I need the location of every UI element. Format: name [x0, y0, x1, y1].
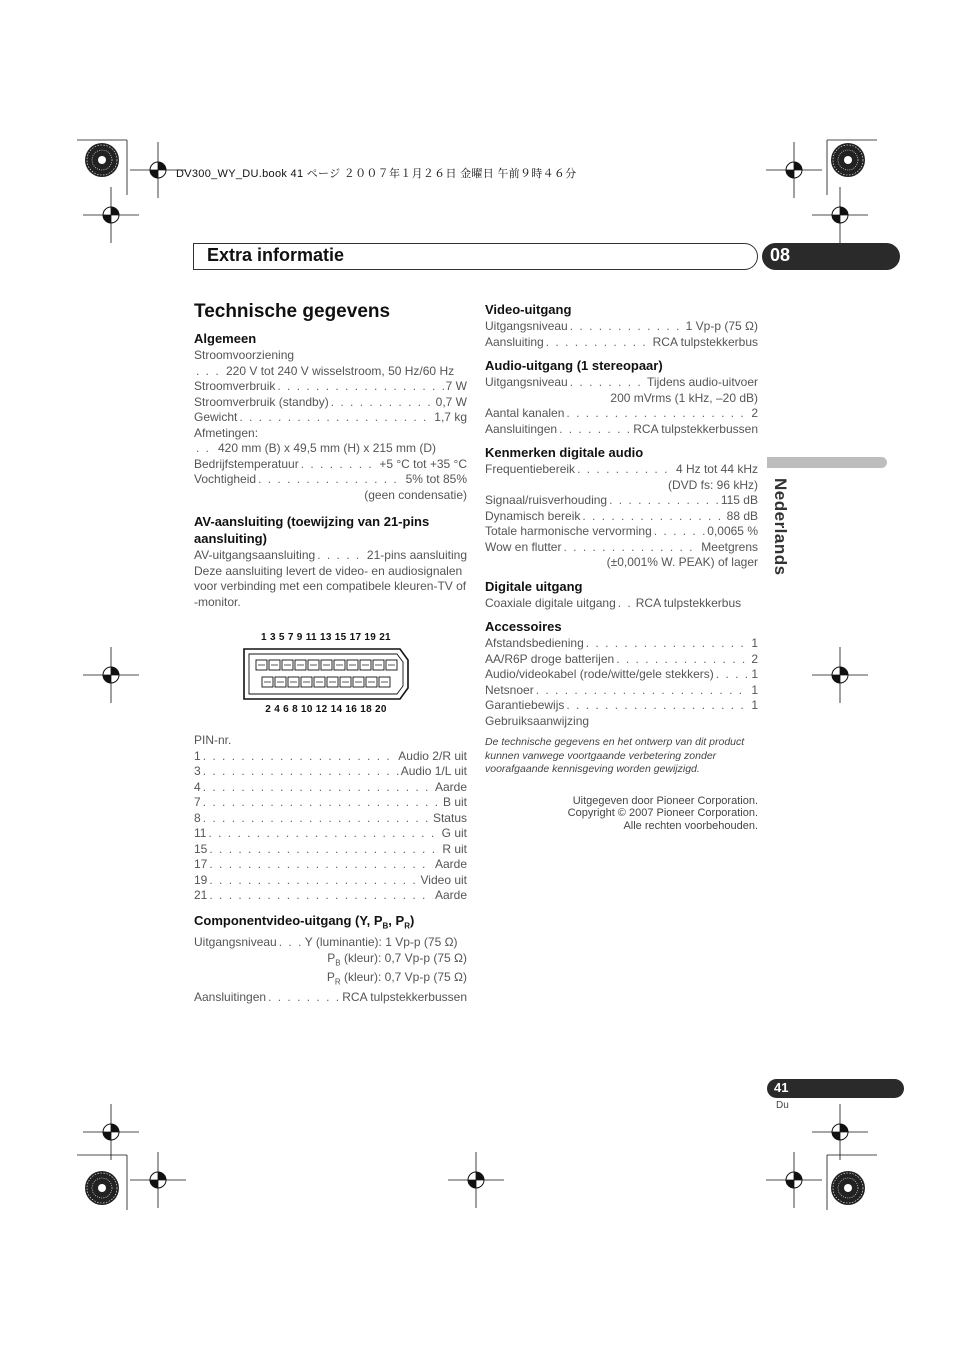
copyright	[485, 795, 758, 833]
pin-row: 7 . . . B uit	[194, 795, 467, 811]
spec-note: (DVD fs: 96 kHz)	[667, 477, 758, 492]
spec-row: Totale harmonische vervorming . . . 0,0065 %	[485, 524, 758, 540]
scart-pins-bottom: 2 4 6 8 10 12 14 16 18 20	[265, 703, 387, 715]
accessory-row: AA/R6P droge batterijen . . . 2	[485, 652, 758, 668]
section-heading: Digitale uitgang	[485, 578, 583, 594]
spec-row: Bedrijfstemperatuur . . . +5 °C tot +35 °C	[194, 457, 467, 473]
section-video	[485, 301, 758, 350]
spec-row: AV-uitgangsaansluiting . . . 21-pins aansluiting	[194, 548, 467, 564]
accessory-manual: Gebruiksaanwijzing	[485, 713, 590, 728]
pin-list	[194, 749, 467, 904]
right-column	[485, 301, 758, 832]
accessory-row: Audio/videokabel (rode/witte/gele stekkers) . . . 1	[485, 667, 758, 683]
pin-row: 17 . . . Aarde	[194, 857, 467, 873]
chapter-number: 08	[770, 245, 791, 265]
pin-row: 8 . . . Status	[194, 811, 467, 827]
accessory-row: Netsnoer . . . 1	[485, 683, 758, 699]
disclaimer-note: De technische gegevens en het ontwerp van dit product kunnen vanwege voortgaande verbetering zonder voorafgaande kennisgeving worden gewijzigd.	[485, 736, 745, 775]
pin-row: 3 . . . Audio 1/L uit	[194, 764, 467, 780]
spec-row: Aansluiting . . . RCA tulpstekkerbus	[485, 335, 758, 351]
page-number: 41	[774, 1080, 789, 1095]
spec-row: $P_B$ (kleur): 0,7 Vp-p (75 Ω)	[327, 950, 467, 967]
section-audio	[485, 357, 758, 437]
accessory-list	[485, 636, 758, 714]
pin-row: 19 . . . Video uit	[194, 873, 467, 889]
section-accessories	[485, 618, 758, 729]
header-title: Extra informatie	[207, 245, 345, 265]
section-general	[194, 330, 467, 503]
section-heading: AV-aansluiting (toewijzing van 21-pins aansluiting)	[194, 514, 430, 546]
spec-note: (±0,001% W. PEAK) of lager	[606, 555, 758, 569]
section-heading: Audio-uitgang (1 stereopaar)	[485, 358, 663, 373]
section-av	[194, 513, 467, 904]
left-column	[194, 301, 467, 1013]
copyright-line: Copyright © 2007 Pioneer Corporation.	[567, 807, 758, 819]
section-heading: Video-uitgang	[485, 302, 572, 317]
spec-row: Uitgangsniveau . . . Tijdens audio-uitvoer	[485, 375, 758, 391]
pin-row: 11 . . . G uit	[194, 826, 467, 842]
language-label: Nederlands	[771, 478, 790, 576]
spec-row: Aansluitingen . . . RCA tulpstekkerbussen	[485, 422, 758, 438]
pin-header: PIN-nr.	[194, 733, 232, 747]
language-bar	[767, 457, 887, 468]
print-info: DV300_WY_DU.book 41 ページ ２００７年１月２６日 金曜日 午前９時４６分	[176, 168, 577, 180]
section-component	[194, 912, 467, 1006]
section-heading: Componentvideo-uitgang (Y, $P_B$, $P_R$)	[194, 912, 415, 931]
section-heading: Kenmerken digitale audio	[485, 445, 644, 460]
spec-label: Afmetingen:	[194, 425, 259, 440]
spec-row: Gewicht . . . 1,7 kg	[194, 410, 467, 426]
spec-label: Stroomvoorziening	[194, 348, 295, 362]
accessory-row: Afstandsbediening . . . 1	[485, 636, 758, 652]
spec-note: (geen condensatie)	[364, 487, 467, 502]
spec-row: Dynamisch bereik . . . 88 dB	[485, 509, 758, 525]
page-language: Du	[776, 1100, 789, 1111]
spec-row: Vochtigheid . . . 5% tot 85%	[194, 472, 467, 488]
spec-row: Signaal/ruisverhouding . . . 115 dB	[485, 493, 758, 509]
spec-note: 200 mVrms (1 kHz, –20 dB)	[610, 390, 758, 405]
scart-diagram	[240, 630, 412, 717]
spec-row: $P_R$ (kleur): 0,7 Vp-p (75 Ω)	[326, 970, 467, 987]
accessory-row: Garantiebewijs . . . 1	[485, 698, 758, 714]
spec-row: Aansluitingen . . . RCA tulpstekkerbussen	[194, 990, 467, 1006]
spec-row: . . . 420 mm (B) x 49,5 mm (H) x 215 mm (D)	[194, 441, 467, 457]
av-description: Deze aansluiting levert de video- en audiosignalen voor verbinding met een compatibele kleuren-TV of -monitor.	[194, 563, 467, 609]
spec-row: Frequentiebereik . . . 4 Hz tot 44 kHz	[485, 462, 758, 478]
spec-row: Aantal kanalen . . . 2	[485, 406, 758, 422]
pin-row: 21 . . . Aarde	[194, 888, 467, 904]
spec-row: Stroomverbruik . . . 7 W	[194, 379, 467, 395]
spec-row: Stroomverbruik (standby) . . . 0,7 W	[194, 395, 467, 411]
copyright-line: Alle rechten voorbehouden.	[623, 819, 758, 832]
pin-row: 4 . . . Aarde	[194, 780, 467, 796]
spec-row: Coaxiale digitale uitgang . . . RCA tulpstekkerbus	[485, 596, 758, 612]
spec-row: . . . 220 V tot 240 V wisselstroom, 50 Hz/60 Hz	[194, 364, 467, 380]
section-digital-out	[485, 578, 758, 612]
section-heading: Accessoires	[485, 619, 562, 634]
scart-pins-top: 1 3 5 7 9 11 13 15 17 19 21	[261, 632, 391, 643]
section-heading: Algemeen	[194, 331, 257, 346]
section-digital-audio	[485, 444, 758, 571]
copyright-line: Uitgegeven door Pioneer Corporation.	[572, 794, 758, 807]
page-title: Technische gegevens	[194, 301, 391, 322]
spec-row: Uitgangsniveau . . . Y (luminantie): 1 Vp-p (75 Ω)	[194, 935, 467, 951]
spec-row: Wow en flutter . . . Meetgrens	[485, 540, 758, 556]
pin-row: 15 . . . R uit	[194, 842, 467, 858]
scart-connector-icon	[240, 646, 412, 702]
pin-row: 1 . . . Audio 2/R uit	[194, 749, 467, 765]
spec-row: Uitgangsniveau . . . 1 Vp-p (75 Ω)	[485, 319, 758, 335]
